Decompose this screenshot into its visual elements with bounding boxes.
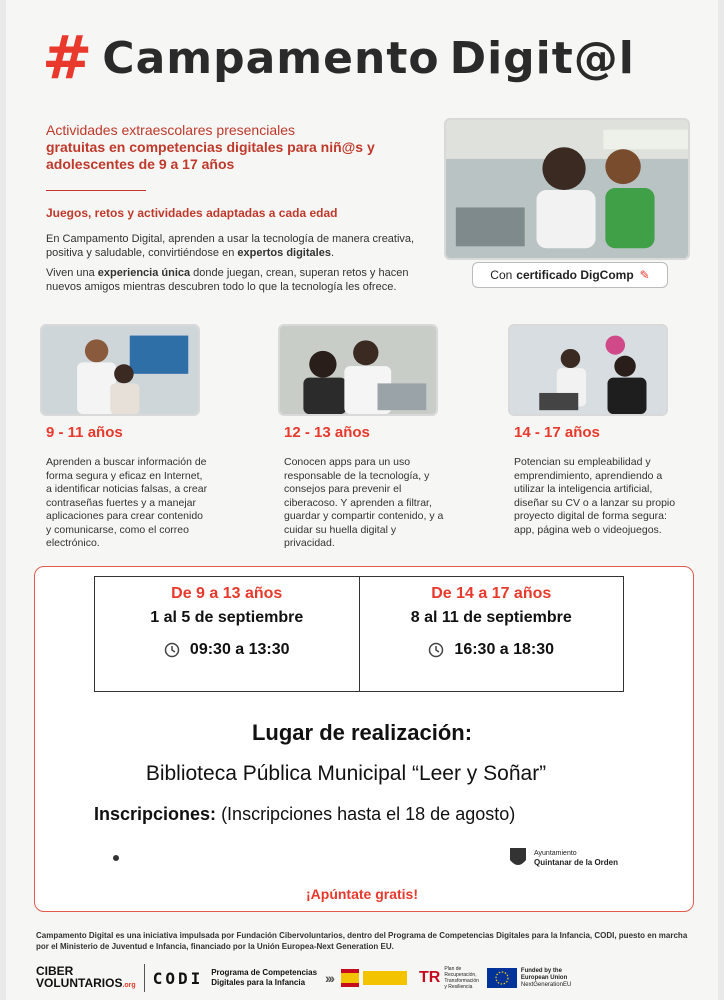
eu-logo [487, 967, 571, 989]
town-hall-logo [508, 846, 618, 870]
inscriptions-note: (Inscripciones hasta el 18 de agosto) [221, 804, 516, 824]
para1-c: . [330, 247, 335, 259]
intro-subhead: Juegos, retos y actividades adaptadas a cada edad [46, 206, 338, 220]
recovery-plan-text [444, 966, 479, 990]
schedule-range: De 9 a 13 años [171, 585, 283, 602]
hash-symbol: # [42, 23, 93, 93]
library-logo-icon [94, 840, 128, 876]
eu-line2: European Union [520, 974, 568, 981]
age-text-14-17: Potencian su empleabilidad y emprendimiento, aprendiendo a utilizar la inteligencia artificial, diseñar su CV o a lanzar su propio proyecto digital de forma segura: app, página web o videojuegos. [514, 456, 676, 536]
title-part2: Digit@l [449, 32, 635, 84]
clock-icon [164, 642, 180, 658]
age-text-9-11: Aprenden a buscar información de forma segura y eficaz en Internet, a identificar noticias falsas, a crear contraseñas fuertes y a manejar aplicaciones para crear contenido y comunicarse, como el correo electrónico. [46, 456, 208, 549]
para2-c: donde juegan, crean, superan retos y hacen nuevos amigos mientras descubren todo lo que la tecnología les ofrece. [46, 267, 409, 293]
para1-b: expertos digitales [237, 247, 331, 259]
footer-logos [36, 958, 686, 998]
page-title [42, 23, 635, 93]
certificate-badge [472, 262, 668, 288]
photo-illustration [510, 326, 666, 414]
para1-a: En Campamento Digital, aprenden a usar la tecnología de manera creativa, positiva y saludable, convirtiéndose en [46, 233, 415, 259]
schedule-col-14-17 [359, 577, 624, 691]
ciber-line3: .org [122, 981, 136, 989]
coat-of-arms-icon [508, 846, 528, 870]
title-part1: Campamento [102, 32, 440, 84]
inscriptions-label: Inscripciones: [94, 804, 217, 824]
plan-line4: y Resiliencia [444, 984, 473, 990]
eu-text [521, 968, 571, 989]
age-title-12-13: 12 - 13 años [284, 424, 370, 441]
signup-cta[interactable]: ¡Apúntate gratis! [306, 886, 418, 902]
intro-block [46, 122, 406, 173]
eu-line3: NextGenerationEU [520, 981, 572, 988]
divider [46, 190, 146, 191]
ayto-line2: Quintanar de la Orden [534, 858, 619, 867]
spain-government-emblem [341, 967, 411, 989]
codi-logo: CODI [152, 968, 204, 988]
venue-name: Biblioteca Pública Municipal “Leer y Soñar” [145, 762, 547, 785]
schedule-time: 16:30 a 18:30 [454, 641, 555, 658]
plan-line2: Recuperación, [444, 972, 477, 978]
photo-age-9-11 [40, 324, 200, 416]
location-heading: Lugar de realización: [251, 720, 473, 745]
tr-mark-icon: TR [419, 969, 441, 986]
para2-b: experiencia única [97, 267, 191, 279]
schedule-range: De 14 a 17 años [431, 585, 552, 602]
inscriptions [94, 804, 515, 825]
eu-line1: Funded by the [520, 967, 562, 974]
arrows-decoration: ››› [325, 970, 334, 986]
intro-line2: gratuitas en competencias digitales para niñ@s y adolescentes de 9 a 17 años [46, 139, 375, 172]
photo-illustration [280, 326, 436, 414]
age-title-9-11: 9 - 11 años [46, 424, 123, 441]
photo-illustration [446, 120, 688, 258]
prog-line2: Digitales para la Infancia [211, 978, 306, 987]
schedule-time-row [360, 641, 624, 659]
cibervoluntarios-logo [36, 965, 136, 992]
photo-age-12-13 [278, 324, 438, 416]
photo-illustration [42, 326, 198, 414]
poster [6, 0, 718, 1000]
schedule-time: 09:30 a 13:30 [189, 641, 290, 658]
intro-paragraph-2 [46, 266, 446, 294]
codi-program-label [211, 968, 317, 988]
schedule-dates: 1 al 5 de septiembre [150, 609, 304, 626]
cert-label: certificado DigComp [516, 268, 634, 282]
prog-line1: Programa de Competencias [211, 968, 318, 977]
ciber-line2: VOLUNTARIOS [36, 975, 123, 990]
age-text-12-13: Conocen apps para un uso responsable de la tecnología, y consejos para prevenir el ciberacoso. Y aprenden a filtrar, guardar y compartir contenido, y a cuidar su huella digital y privacidad. [284, 456, 444, 549]
para2-a: Viven una [46, 267, 98, 279]
plan-line1: Plan de [444, 966, 462, 972]
intro-line1: Actividades extraescolares presenciales [46, 122, 296, 138]
eu-flag-icon [487, 968, 517, 988]
footer-note: Campamento Digital es una iniciativa impulsada por Fundación Cibervoluntarios, dentro del Programa de Competencias Digitales para la Infancia, CODI, puesto en marcha por el Ministerio de Juventud e Infancia, financiado por la Unión Europea-Next Generation EU. [36, 931, 688, 951]
logo-separator [144, 964, 145, 992]
ciber-line1: CIBER [36, 963, 74, 978]
intro-paragraph-1 [46, 232, 446, 260]
schedule-dates: 8 al 11 de septiembre [410, 609, 572, 626]
photo-age-14-17 [508, 324, 668, 416]
clock-icon [428, 642, 444, 658]
plan-line3: Transformación [444, 978, 479, 984]
ayto-line1: Ayuntamiento [534, 850, 577, 857]
recovery-plan-logo [419, 967, 479, 989]
schedule-time-row [95, 641, 359, 659]
main-photo [444, 118, 690, 260]
badge-icon: ✎ [639, 268, 650, 282]
government-logo [341, 967, 411, 989]
schedule-table [94, 576, 624, 692]
cert-prefix: Con [490, 268, 513, 282]
age-title-14-17: 14 - 17 años [514, 424, 600, 441]
schedule-col-9-13 [95, 577, 359, 691]
